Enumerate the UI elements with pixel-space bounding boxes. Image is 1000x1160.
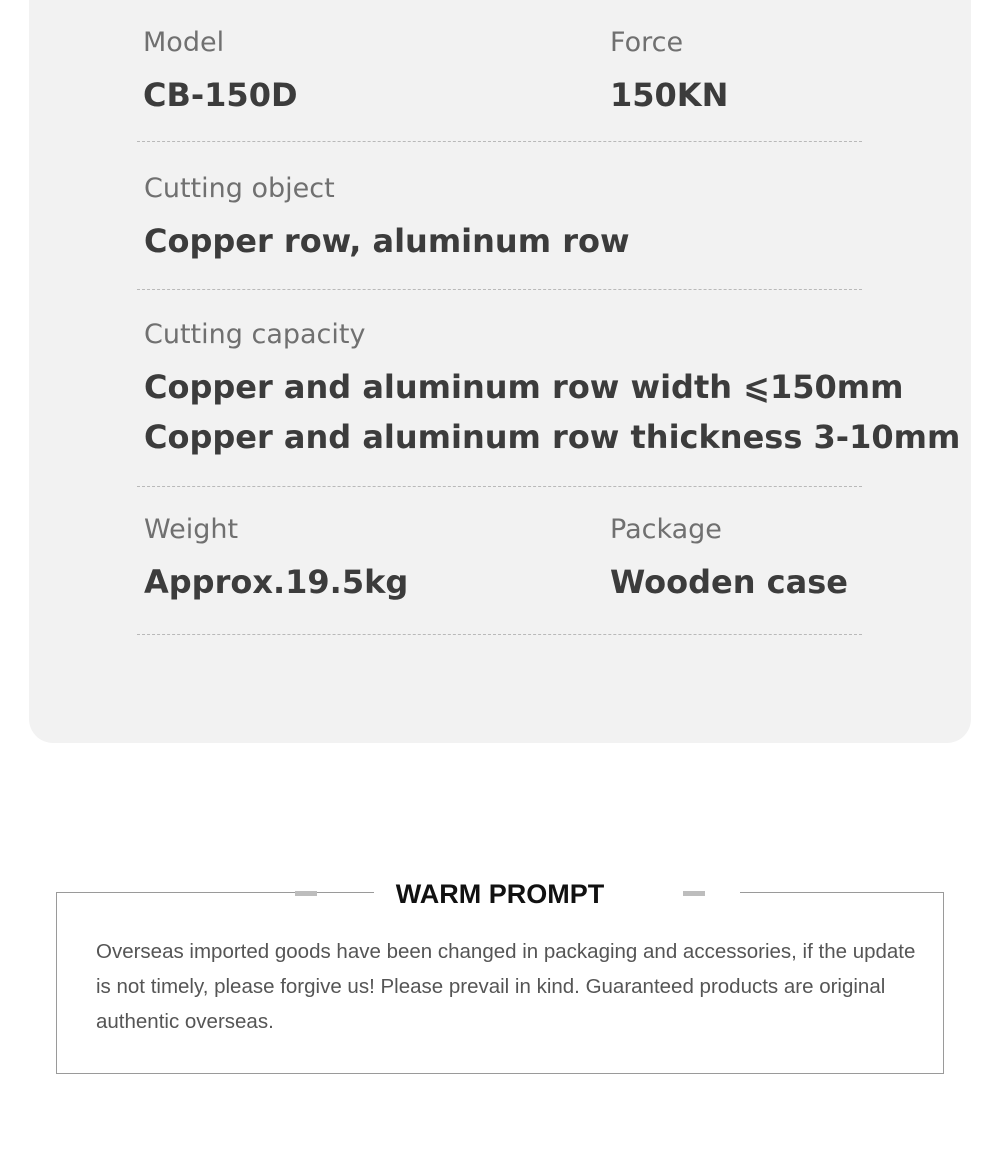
- spec-force-value: 150KN: [610, 76, 729, 114]
- spec-cutting-capacity-label: Cutting capacity: [144, 319, 366, 350]
- spec-package-label: Package: [610, 514, 722, 545]
- spec-weight-value: Approx.19.5kg: [144, 563, 409, 601]
- spec-model-value: CB-150D: [143, 76, 298, 114]
- spec-force-label: Force: [610, 27, 684, 58]
- spec-row-cutting-capacity: [137, 289, 961, 487]
- spec-cutting-object-label: Cutting object: [144, 173, 335, 204]
- spec-cutting-object-value: Copper row, aluminum row: [144, 222, 630, 260]
- spec-weight-label: Weight: [144, 514, 239, 545]
- warm-prompt-text: Overseas imported goods have been changed in packaging and accessories, if the update is not timely, please forgive us! Please prevail in kind. Guaranteed products are original authentic overseas.: [96, 940, 916, 1033]
- spec-package-value: Wooden case: [610, 563, 848, 601]
- spec-row-model-force: [137, 0, 862, 142]
- spec-row-weight-package: [137, 486, 862, 635]
- spec-cutting-capacity-line-2: Copper and aluminum row thickness 3-10mm: [144, 418, 961, 456]
- spec-model-label: Model: [143, 27, 225, 58]
- spec-cutting-capacity-line-1: Copper and aluminum row width ⩽150mm: [144, 368, 904, 406]
- spec-row-cutting-object: [137, 141, 862, 290]
- warm-prompt-title: WARM PROMPT: [395, 879, 605, 909]
